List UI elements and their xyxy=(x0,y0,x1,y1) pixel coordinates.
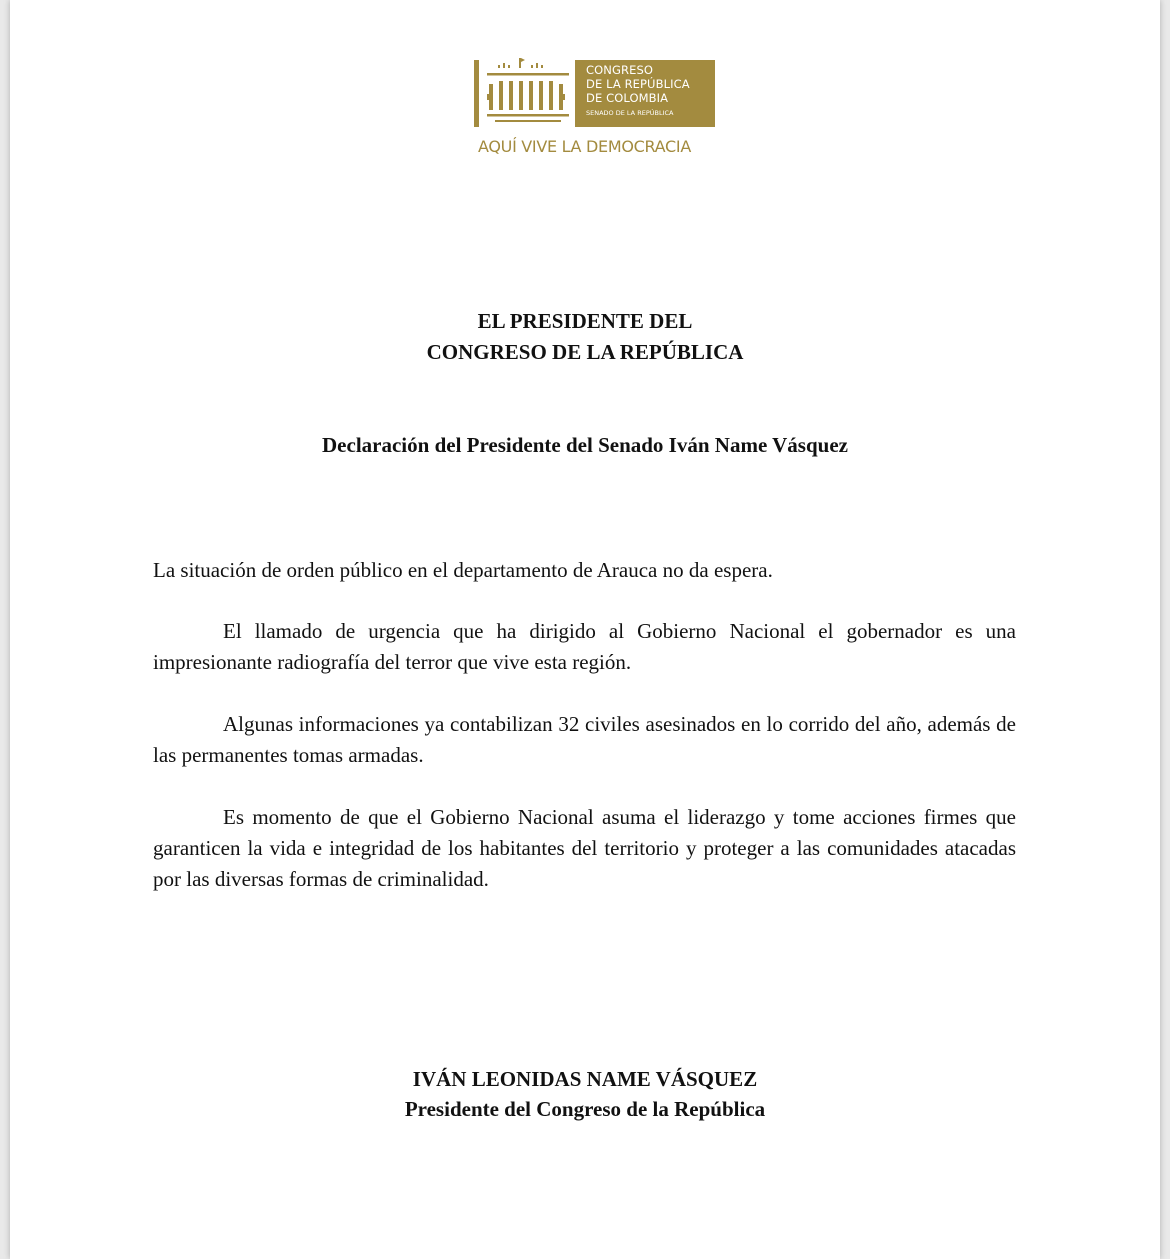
paragraph-4: Es momento de que el Gobierno Nacional asuma el liderazgo y tome acciones firmes que garanticen la vida e integridad de los habitantes del territorio y proteger a las comunidades atacadas por las diversas formas de criminalidad. xyxy=(153,805,1016,891)
header-line-2: CONGRESO DE LA REPÚBLICA xyxy=(426,340,744,364)
paragraph-3: Algunas informaciones ya contabilizan 32 civiles asesinados en lo corrido del año, además de las permanentes tomas armadas. xyxy=(153,712,1016,767)
header-line-1: EL PRESIDENTE DEL xyxy=(477,309,693,333)
signature-name: IVÁN LEONIDAS NAME VÁSQUEZ xyxy=(412,1067,758,1091)
paragraph-1: La situación de orden público en el departamento de Arauca no da espera. xyxy=(153,558,773,582)
declaration-title: Declaración del Presidente del Senado Iván Name Vásquez xyxy=(322,433,848,457)
logo-text-congreso: CONGRESO xyxy=(586,63,654,77)
paragraph-2: El llamado de urgencia que ha dirigido al Gobierno Nacional el gobernador es una impresionante radiografía del terror que vive esta región. xyxy=(153,619,1016,674)
logo-text-senado: SENADO DE LA REPÚBLICA xyxy=(586,109,674,117)
logo-text-republica: DE LA REPÚBLICA xyxy=(586,77,690,91)
capitol-building-icon xyxy=(465,54,575,128)
congress-logo xyxy=(465,54,715,164)
logo-tagline: AQUÍ VIVE LA DEMOCRACIA xyxy=(478,137,691,156)
document-page xyxy=(10,0,1160,1259)
signature-title: Presidente del Congreso de la República xyxy=(404,1097,766,1121)
logo-mark xyxy=(465,54,715,128)
logo-text-colombia: DE COLOMBIA xyxy=(586,91,669,105)
